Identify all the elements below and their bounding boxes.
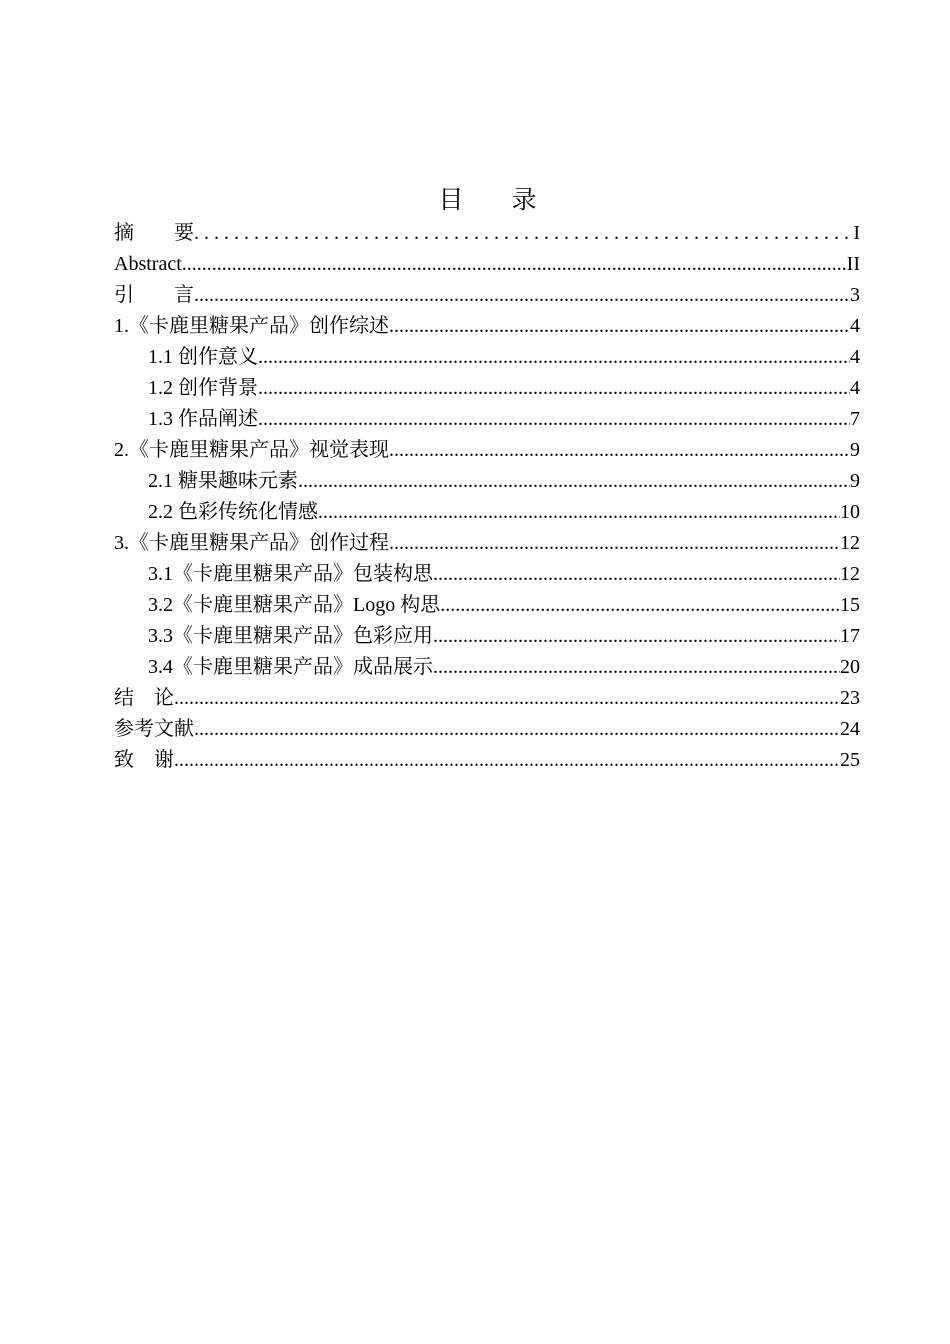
toc-entry-label: 3.1《卡鹿里糖果产品》包装构思 [148, 563, 433, 585]
toc-entry-page: 3 [850, 284, 860, 306]
toc-entry-page: 12 [840, 532, 860, 554]
toc-entry-acknowledgements[interactable] [114, 745, 860, 776]
toc-title-right: 录 [511, 187, 537, 214]
toc-entry-page: 7 [850, 408, 860, 430]
toc-leader-dots [194, 714, 840, 745]
toc-entry-label: 3.2《卡鹿里糖果产品》Logo 构思 [148, 594, 441, 616]
toc-entry-page: 10 [840, 501, 860, 523]
toc-entry-conclusion[interactable] [114, 683, 860, 714]
toc-entry-label: 2.1 糖果趣味元素 [148, 470, 298, 492]
toc-leader-dots [433, 559, 840, 590]
toc-entry-section-2-1[interactable] [114, 466, 860, 497]
toc-entry-label: 3.3《卡鹿里糖果产品》色彩应用 [148, 625, 433, 647]
toc-leader-dots [433, 652, 840, 683]
toc-entry-page: 9 [850, 470, 860, 492]
toc-entry-abstract-en[interactable] [114, 249, 860, 280]
toc-list [114, 218, 860, 776]
toc-title [0, 184, 950, 218]
toc-entry-chapter-3[interactable] [114, 528, 860, 559]
toc-entry-abstract-cn[interactable] [114, 218, 860, 249]
toc-entry-page: 24 [840, 718, 860, 740]
toc-entry-label: 1.1 创作意义 [148, 346, 258, 368]
toc-entry-label: 2.2 色彩传统化情感 [148, 501, 318, 523]
toc-leader-dots [389, 528, 840, 559]
toc-entry-label: 1.3 作品阐述 [148, 408, 258, 430]
toc-entry-page: 25 [840, 749, 860, 771]
toc-entry-section-1-2[interactable] [114, 373, 860, 404]
toc-entry-section-2-2[interactable] [114, 497, 860, 528]
toc-entry-label: 参考文献 [114, 718, 194, 740]
toc-entry-label: 1.2 创作背景 [148, 377, 258, 399]
toc-entry-label: 3.《卡鹿里糖果产品》创作过程 [114, 532, 389, 554]
toc-entry-section-3-3[interactable] [114, 621, 860, 652]
toc-entry-section-3-1[interactable] [114, 559, 860, 590]
toc-entry-chapter-1[interactable] [114, 311, 860, 342]
toc-entry-label: 1.《卡鹿里糖果产品》创作综述 [114, 315, 389, 337]
toc-entry-page: 4 [850, 315, 860, 337]
toc-entry-section-3-2[interactable] [114, 590, 860, 621]
toc-entry-label: 结 论 [114, 687, 174, 709]
toc-entry-label: 3.4《卡鹿里糖果产品》成品展示 [148, 656, 433, 678]
toc-leader-dots [194, 218, 853, 249]
toc-leader-dots [174, 683, 840, 714]
toc-entry-page: 4 [850, 377, 860, 399]
toc-leader-dots [440, 590, 840, 621]
toc-leader-dots [174, 745, 840, 776]
toc-leader-dots [258, 342, 850, 373]
toc-entry-page: I [853, 222, 860, 244]
toc-leader-dots [258, 373, 850, 404]
toc-leader-dots [318, 497, 840, 528]
toc-title-left: 目 [438, 187, 464, 214]
toc-entry-label: 致 谢 [114, 749, 174, 771]
toc-entry-label: 引 言 [114, 284, 194, 306]
toc-entry-section-1-1[interactable] [114, 342, 860, 373]
toc-entry-chapter-2[interactable] [114, 435, 860, 466]
toc-leader-dots [389, 435, 850, 466]
toc-leader-dots [182, 249, 847, 280]
toc-entry-page: 4 [850, 346, 860, 368]
toc-entry-page: 17 [840, 625, 860, 647]
toc-entry-label: Abstract [114, 253, 182, 275]
toc-entry-page: 9 [850, 439, 860, 461]
toc-entry-label: 2.《卡鹿里糖果产品》视觉表现 [114, 439, 389, 461]
toc-leader-dots [389, 311, 850, 342]
toc-entry-page: 12 [840, 563, 860, 585]
toc-entry-references[interactable] [114, 714, 860, 745]
toc-entry-page: II [846, 253, 860, 275]
toc-entry-label: 摘 要 [114, 222, 194, 244]
toc-entry-page: 23 [840, 687, 860, 709]
toc-entry-page: 15 [840, 594, 860, 616]
toc-entry-section-3-4[interactable] [114, 652, 860, 683]
toc-leader-dots [298, 466, 850, 497]
toc-leader-dots [194, 280, 850, 311]
toc-leader-dots [258, 404, 850, 435]
toc-leader-dots [433, 621, 840, 652]
toc-entry-page: 20 [840, 656, 860, 678]
toc-entry-introduction[interactable] [114, 280, 860, 311]
toc-entry-section-1-3[interactable] [114, 404, 860, 435]
